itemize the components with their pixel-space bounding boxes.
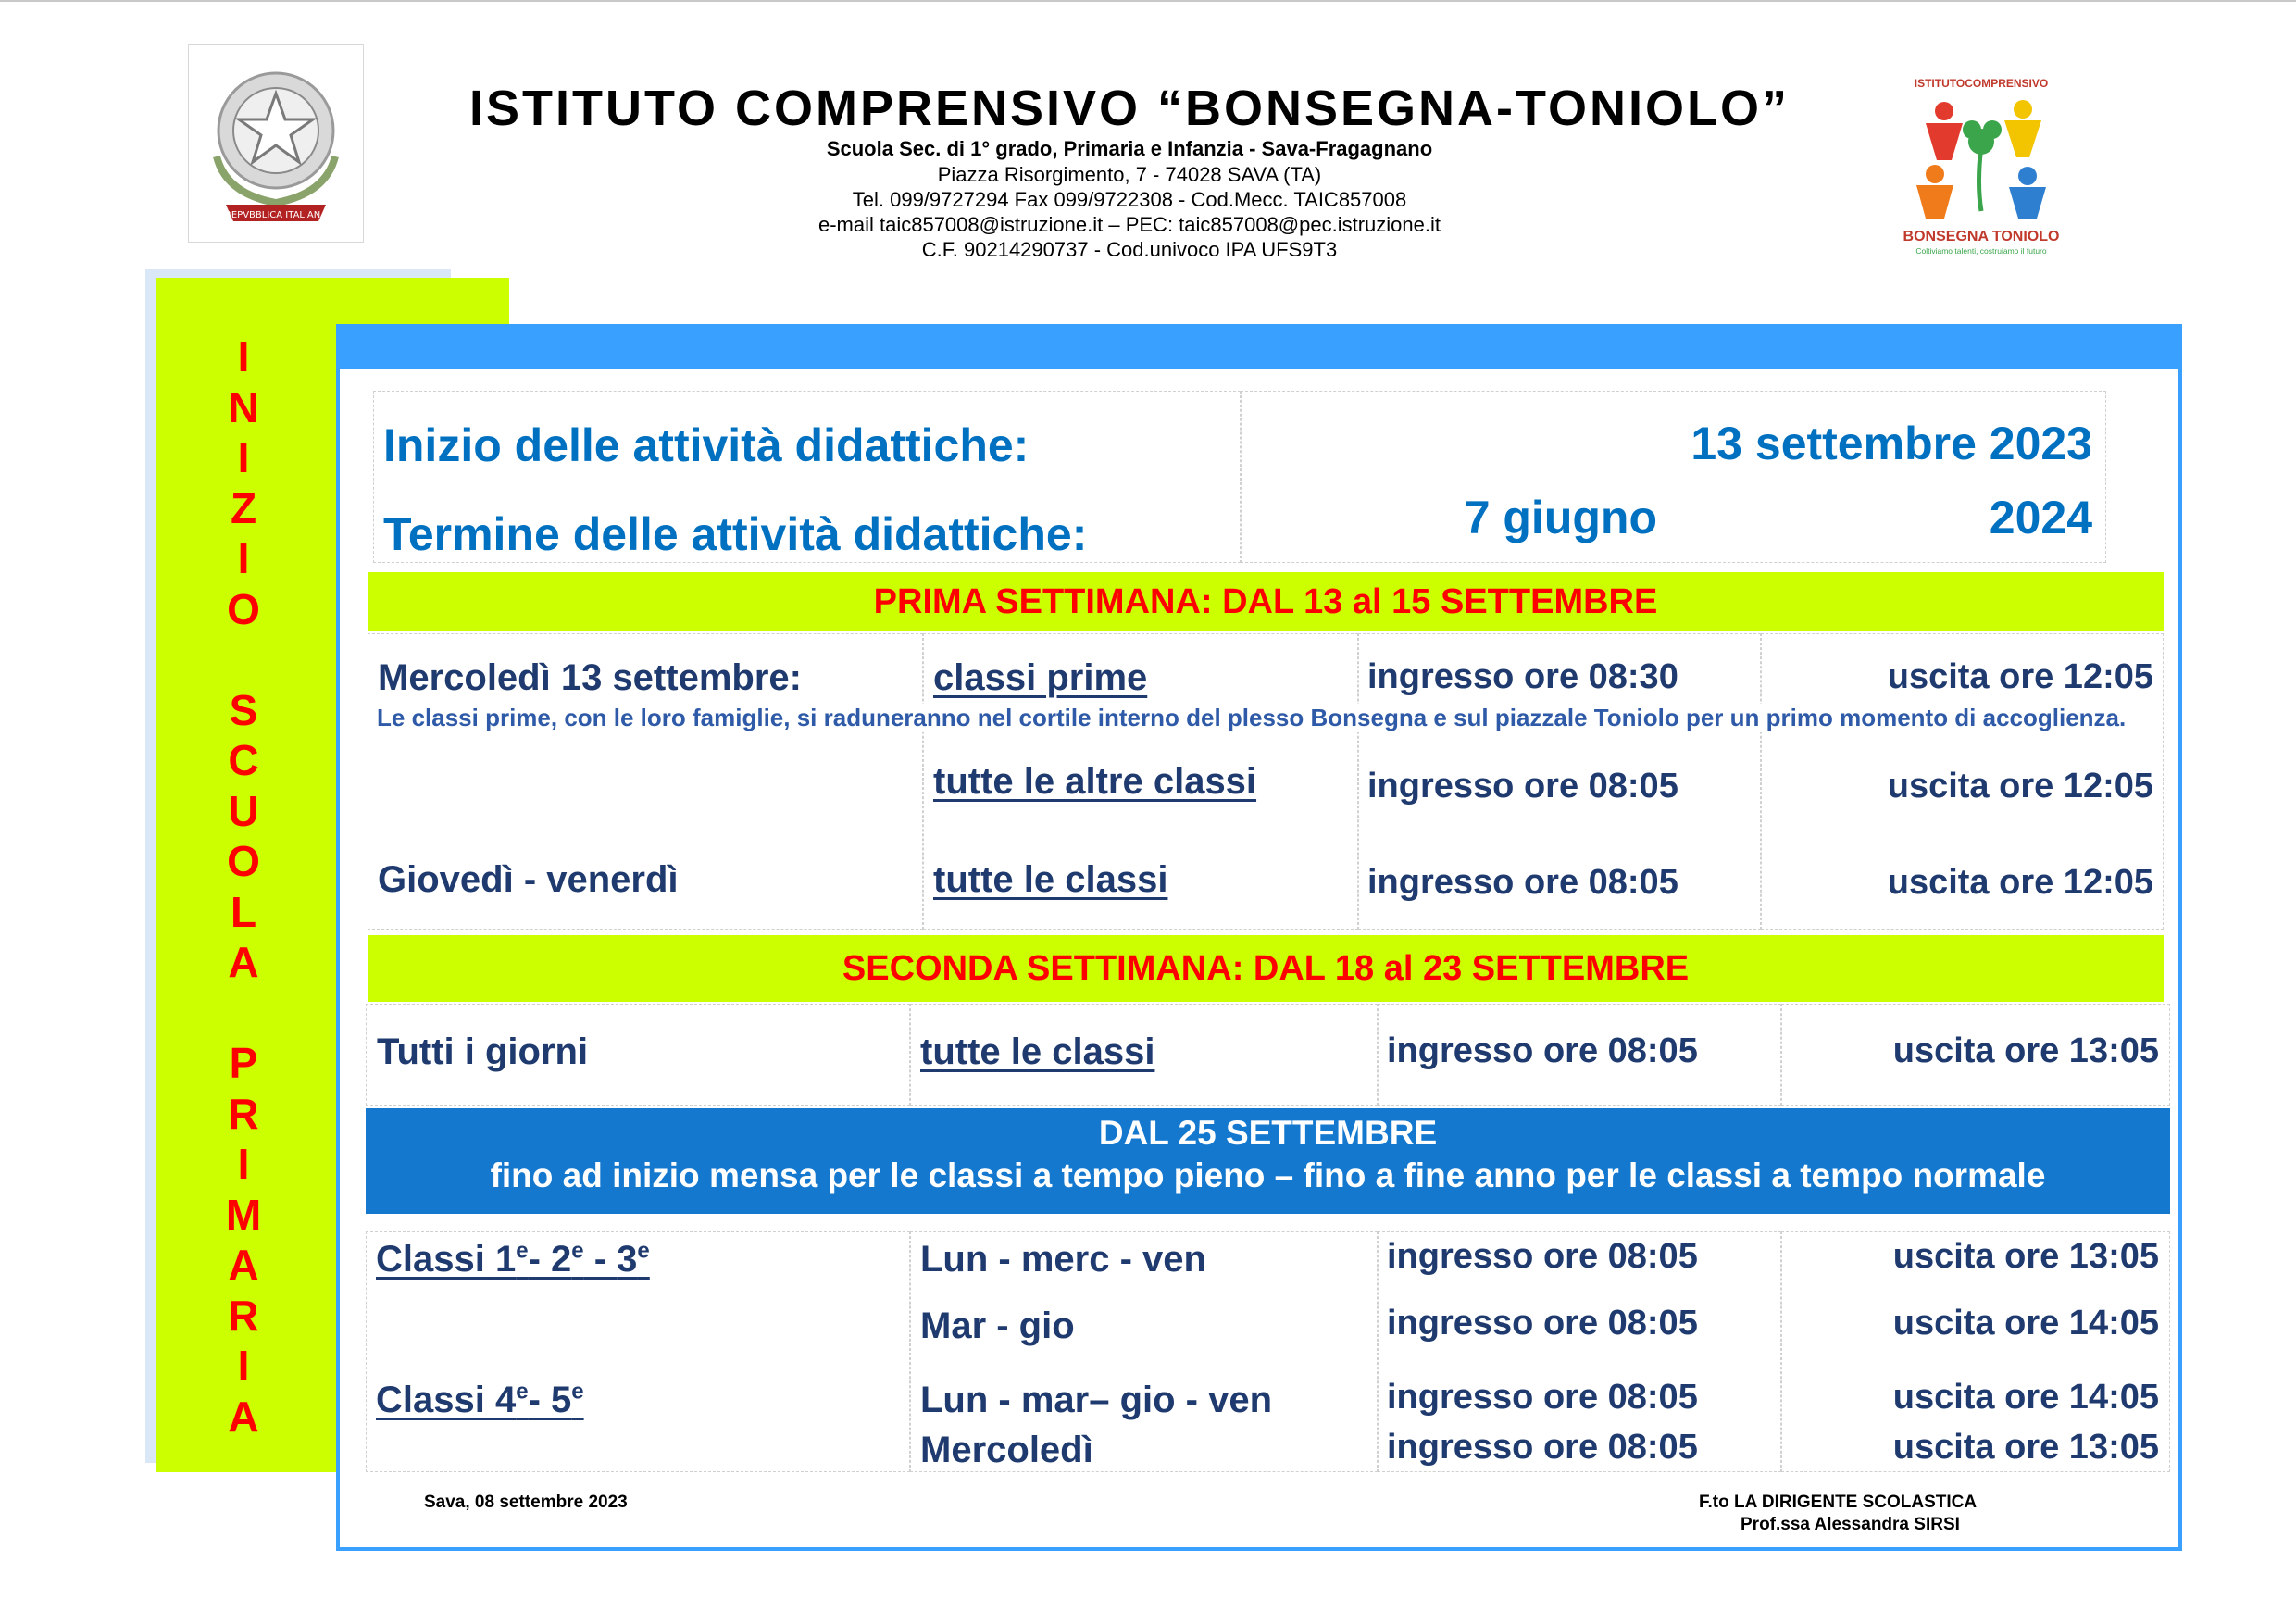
g2-r2-in: ingresso ore 08:05 <box>1387 1428 1698 1467</box>
footer-signature-title: F.to LA DIRIGENTE SCOLASTICA <box>1699 1493 1978 1512</box>
school-title: ISTITUTO COMPRENSIVO “BONSEGNA-TONIOLO” <box>468 81 1791 136</box>
svg-text:REPVBBLICA ITALIANA: REPVBBLICA ITALIANA <box>224 210 328 220</box>
g1-r2-out: uscita ore 14:05 <box>1892 1304 2159 1343</box>
w2-r1-day: Tutti i giorni <box>377 1031 589 1072</box>
start-label: Inizio delle attività didattiche: <box>383 419 1029 471</box>
footer-place-date: Sava, 08 settembre 2023 <box>424 1493 628 1512</box>
top-rule <box>0 0 2296 2</box>
banner-vertical-text: I N I Z I O S C U O L A P R I M A R I A <box>225 332 262 1441</box>
g2-r1-days: Lun - mar– gio - ven <box>920 1380 1273 1420</box>
start-value: 13 settembre 2023 <box>1691 418 2092 469</box>
w1-note: Le classi prime, con le loro famiglie, si raduneranno nel cortile interno del plesso Bonsegna e sul piazzale Toniolo per un primo momento di accoglienza. <box>377 704 2154 732</box>
footer-signature-name: Prof.ssa Alessandra SIRSI <box>1741 1515 1960 1534</box>
end-day: 7 giugno <box>1464 492 1657 543</box>
g1-r2-days: Mar - gio <box>920 1305 1075 1346</box>
g1-r1-in: ingresso ore 08:05 <box>1387 1237 1698 1276</box>
school-phone: Tel. 099/9727294 Fax 099/9722308 - Cod.Mecc. TAIC857008 <box>852 188 1407 211</box>
emblem-icon <box>189 45 363 242</box>
w1-r3-day: Giovedì - venerdì <box>378 859 679 900</box>
w2-r1-out: uscita ore 13:05 <box>1892 1031 2159 1070</box>
w1-r1-out: uscita ore 12:05 <box>1887 657 2153 696</box>
end-label: Termine delle attività didattiche: <box>383 508 1088 560</box>
w1-r2-out: uscita ore 12:05 <box>1887 767 2153 806</box>
from25-line1: DAL 25 SETTEMBRE <box>1098 1114 1438 1152</box>
group2-label: Classi 4e- 5e <box>376 1379 584 1420</box>
g1-r1-days: Lun - merc - ven <box>920 1239 1206 1280</box>
w1-r1-day: Mercoledì 13 settembre: <box>378 657 802 698</box>
school-email: e-mail taic857008@istruzione.it – PEC: taic857008@pec.istruzione.it <box>817 213 1441 236</box>
g2-r2-out: uscita ore 13:05 <box>1892 1428 2159 1467</box>
g2-r1-out: uscita ore 14:05 <box>1892 1378 2159 1417</box>
w1-r1-classes: classi prime <box>933 657 1148 698</box>
school-subtitle: Scuola Sec. di 1° grado, Primaria e Infanzia - Sava-Fragagnano <box>826 137 1433 160</box>
group1-label: Classi 1e- 2e - 3e <box>376 1238 650 1280</box>
week2-heading: SECONDA SETTIMANA: DAL 18 al 23 SETTEMBRE <box>368 935 2164 1002</box>
from25-heading <box>366 1108 2170 1214</box>
g2-r1-in: ingresso ore 08:05 <box>1387 1378 1698 1417</box>
panel-header-strip <box>336 324 2182 369</box>
g2-r2-days: Mercoledì <box>920 1430 1093 1470</box>
emblem-repubblica <box>188 44 364 243</box>
from25-line2: fino ad inizio mensa per le classi a tempo pieno – fino a fine anno per le classi a tempo normale <box>490 1156 2046 1194</box>
w2-r1-classes: tutte le classi <box>920 1031 1155 1072</box>
school-address: Piazza Risorgimento, 7 - 74028 SAVA (TA) <box>937 163 1322 186</box>
school-fiscal: C.F. 90214290737 - Cod.univoco IPA UFS9T3 <box>921 238 1338 261</box>
week1-heading: PRIMA SETTIMANA: DAL 13 al 15 SETTEMBRE <box>368 572 2164 631</box>
children-tree-logo-icon <box>1889 72 2074 257</box>
w1-r2-in: ingresso ore 08:05 <box>1367 767 1678 806</box>
w1-r3-classes: tutte le classi <box>933 859 1168 900</box>
school-logo <box>1889 72 2074 257</box>
w1-r1-in: ingresso ore 08:30 <box>1367 657 1678 696</box>
w1-r3-in: ingresso ore 08:05 <box>1367 863 1678 902</box>
w2-r1-in: ingresso ore 08:05 <box>1387 1031 1698 1070</box>
svg-text:BONSEGNA TONIOLO: BONSEGNA TONIOLO <box>1903 229 2060 244</box>
end-year: 2024 <box>1989 492 2092 543</box>
svg-text:ISTITUTOCOMPRENSIVO: ISTITUTOCOMPRENSIVO <box>1914 77 2049 90</box>
svg-text:Coltiviamo talenti, costruiamo: Coltiviamo talenti, costruiamo il futuro <box>1915 246 2047 256</box>
w1-r3-out: uscita ore 12:05 <box>1887 863 2153 902</box>
g1-r1-out: uscita ore 13:05 <box>1892 1237 2159 1276</box>
g1-r2-in: ingresso ore 08:05 <box>1387 1304 1698 1343</box>
w1-r2-classes: tutte le altre classi <box>933 761 1257 802</box>
